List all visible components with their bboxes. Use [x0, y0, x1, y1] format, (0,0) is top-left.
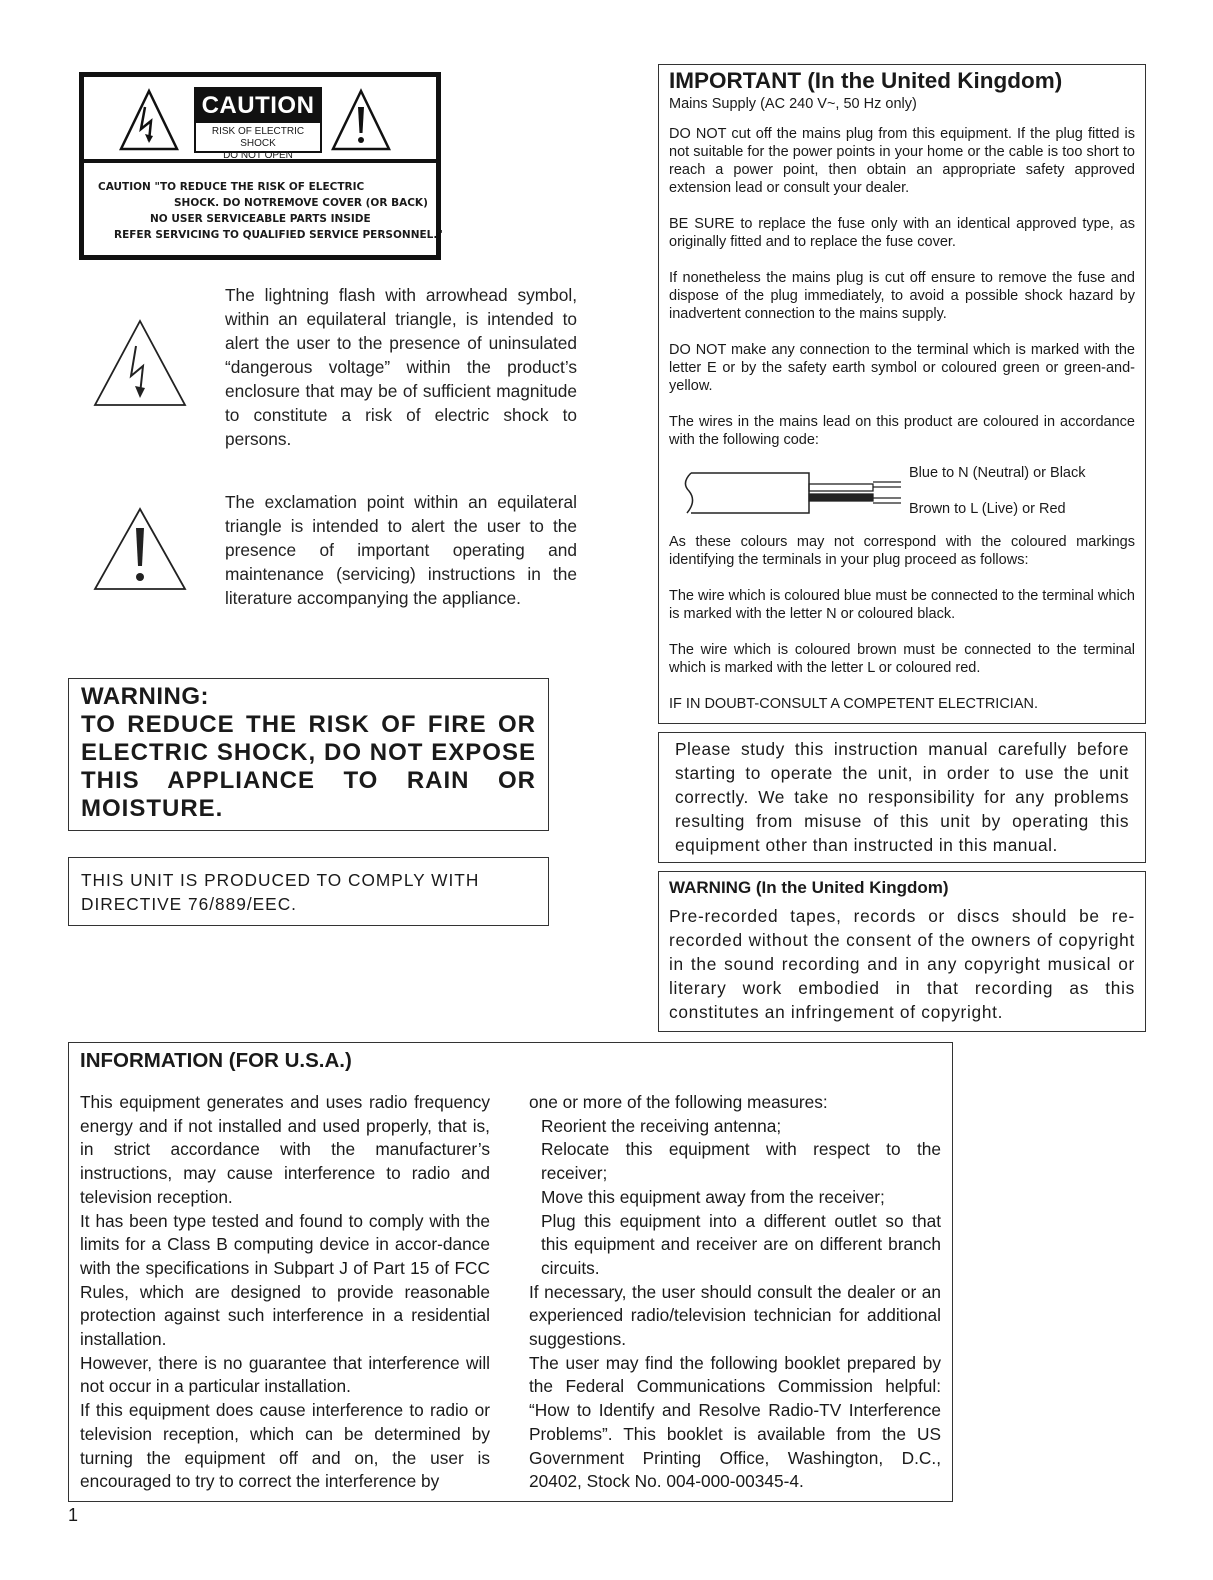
usa-measure-item: Plug this equipment into a different outlet so that this equipment and receiver are on different branch circuits. — [541, 1210, 941, 1278]
mains-cable-icon — [679, 469, 905, 517]
usa-measure-item: Reorient the receiving antenna; — [541, 1115, 782, 1136]
uk-warning-box — [658, 871, 1146, 1032]
uk-paragraph: If nonetheless the mains plug is cut off ensure to remove the fuse and dispose of the plug immediately, to avoid a possible shock hazard by inadvertent connection to the mains supply. — [669, 270, 1135, 322]
caution-word: CAUTION — [196, 89, 320, 123]
study-note-box — [658, 732, 1146, 863]
caution-subtext: RISK OF ELECTRIC SHOCK DO NOT OPEN — [211, 126, 305, 161]
caution-instructions: CAUTION "TO REDUCE THE RISK OF ELECTRIC SHOCK. DO NOTREMOVE COVER (OR BACK) NO USER SERVICEABLE PARTS INSIDE REFER SERVICING TO QUALIFIED SERVICE PERSONNEL." — [98, 181, 443, 241]
uk-paragraph: DO NOT cut off the mains plug from this equipment. If the plug fitted is not suitable for the power points in your home or the cable is too short to reach a power point, then obtain an appropriate safety approved extension lead or consult your dealer. — [669, 126, 1135, 196]
wire-blue-label: Blue to N (Neutral) or Black — [909, 465, 1086, 481]
uk-paragraph: DO NOT make any connection to the terminal which is marked with the letter E or by the safety earth symbol or coloured green or green-and-yellow. — [669, 342, 1135, 394]
uk-important-subtitle: Mains Supply (AC 240 V~, 50 Hz only) — [669, 96, 917, 112]
usa-info-title: INFORMATION (FOR U.S.A.) — [80, 1049, 352, 1072]
lightning-symbol-text: The lightning flash with arrowhead symbol, within an equilateral triangle, is intended to alert the user to the presence of uninsulated “dangerous voltage” within the product’s enclosure that may be of sufficient magnitude to constitute a risk of electric shock to persons. — [225, 285, 577, 449]
wire-brown-label: Brown to L (Live) or Red — [909, 501, 1066, 517]
fire-shock-warning-box — [68, 678, 549, 831]
uk-paragraph: The wires in the mains lead on this product are coloured in accordance with the following code: — [669, 414, 1135, 448]
uk-paragraph: The wire which is coloured brown must be connected to the terminal which is marked with the letter L or coloured red. — [669, 642, 1135, 676]
exclamation-triangle-icon — [92, 506, 188, 592]
uk-warning-title: WARNING (In the United Kingdom) — [669, 878, 949, 897]
usa-paragraph: However, there is no guarantee that interference will not occur in a particular installation. — [80, 1352, 490, 1397]
uk-paragraph: The wire which is coloured blue must be connected to the terminal which is marked with the letter N or coloured black. — [669, 588, 1135, 622]
usa-measure-item: Move this equipment away from the receiver; — [541, 1186, 885, 1207]
usa-paragraph: The user may find the following booklet prepared by the Federal Communications Commission helpful: “How to Identify and Resolve Radio-TV Interference Problems”. This booklet is available from the US Government Printing Office, Washington, D.C., 20402, Stock No. 004-000-00345-4. — [529, 1352, 941, 1492]
study-note-text: Please study this instruction manual carefully before starting to operate the unit, in order to use the unit correctly. We take no responsibility for any problems resulting from misuse of this unit by operating this equipment other than instructed in this manual. — [675, 739, 1129, 855]
caution-label — [79, 72, 441, 260]
usa-information-box — [68, 1042, 953, 1502]
uk-warning-body: Pre-recorded tapes, records or discs should be re-recorded without the consent of the owners of copyright in the sound recording and in any copyright musical or literary work embodied in that recording as this constitutes an infringement of copyright. — [669, 906, 1135, 1022]
caution-banner — [194, 87, 322, 161]
lightning-triangle-icon — [92, 318, 188, 408]
directive-box — [68, 857, 549, 926]
usa-left-column — [80, 1091, 490, 1494]
warning-body: TO REDUCE THE RISK OF FIRE OR ELECTRIC SHOCK, DO NOT EXPOSE THIS APPLIANCE TO RAIN OR MOISTURE. — [81, 711, 536, 822]
usa-measures-intro: one or more of the following measures: — [529, 1092, 828, 1112]
exclamation-symbol-text: The exclamation point within an equilateral triangle is intended to alert the user to the presence of important operating and maintenance (servicing) instructions in the literature accompanying the appliance. — [225, 492, 577, 608]
warning-title: WARNING: — [81, 683, 209, 710]
caution-label-header — [84, 77, 436, 163]
usa-paragraph: This equipment generates and uses radio frequency energy and if not installed and used properly, that is, in strict accordance with the manufacturer’s instructions, may cause interference to radio and television reception. — [80, 1092, 490, 1207]
usa-paragraph: If this equipment does cause interference to radio or television reception, which can be determined by turning the equipment off and on, the user is encouraged to try to correct the interference by — [80, 1400, 490, 1492]
directive-text: THIS UNIT IS PRODUCED TO COMPLY WITH DIRECTIVE 76/889/EEC. — [81, 870, 480, 914]
uk-paragraph: As these colours may not correspond with the coloured markings identifying the terminals in your plug proceed as follows: — [669, 534, 1135, 568]
usa-paragraph: If necessary, the user should consult the dealer or an experienced radio/television technician for additional suggestions. — [529, 1281, 941, 1350]
page-number: 1 — [68, 1505, 79, 1525]
usa-right-column — [529, 1091, 941, 1494]
uk-important-title: IMPORTANT (In the United Kingdom) — [669, 68, 1063, 93]
exclamation-warning-icon — [330, 87, 392, 153]
wire-code-diagram — [669, 461, 1135, 527]
lightning-warning-icon — [118, 87, 180, 153]
uk-paragraph: IF IN DOUBT-CONSULT A COMPETENT ELECTRICIAN. — [669, 696, 1038, 712]
uk-important-box — [658, 64, 1146, 724]
usa-measure-item: Relocate this equipment with respect to the receiver; — [541, 1139, 941, 1184]
usa-paragraph: It has been type tested and found to comply with the limits for a Class B computing device in accor-dance with the specifications in Subpart J of Part 15 of FCC Rules, which are designed to provide reasonable protection against such interference in a residential installation. — [80, 1210, 490, 1350]
uk-paragraph: BE SURE to replace the fuse only with an identical approved type, as originally fitted and to replace the fuse cover. — [669, 216, 1135, 250]
